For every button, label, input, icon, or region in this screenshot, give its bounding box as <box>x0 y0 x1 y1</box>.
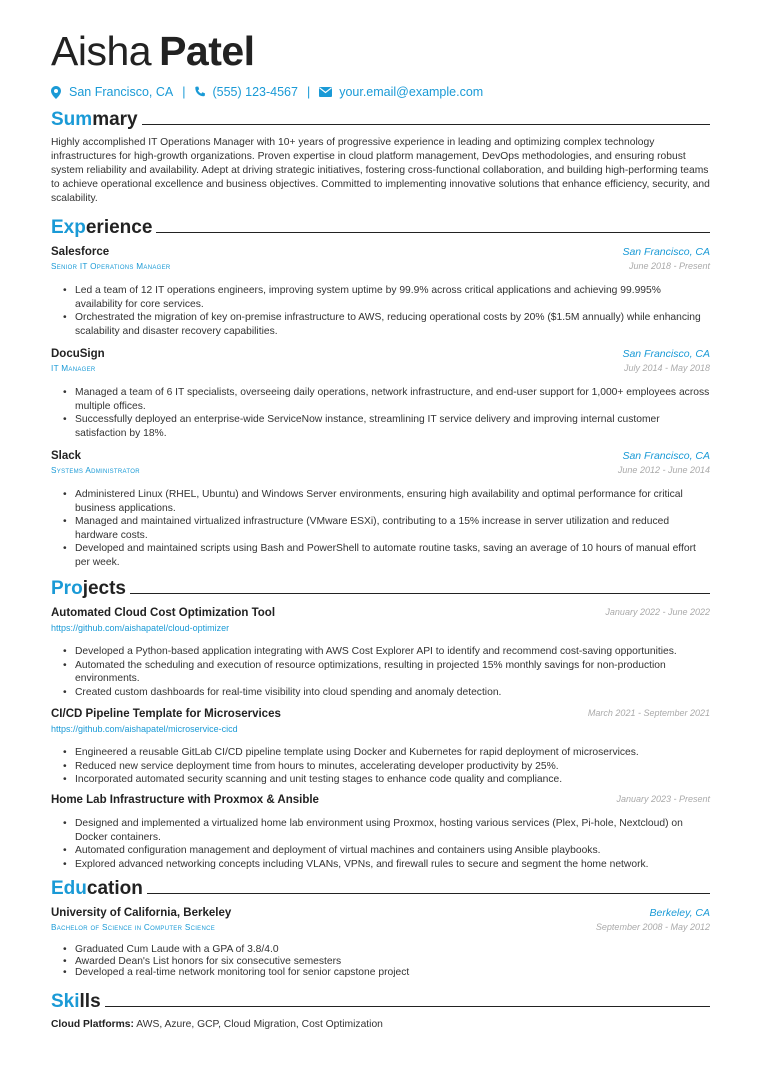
bullet-list <box>63 645 710 699</box>
job-location: San Francisco, CA <box>622 348 710 360</box>
section-title-rest: cation <box>86 878 143 899</box>
section-title-rest: lls <box>79 991 101 1012</box>
contact-line <box>51 85 483 99</box>
bullet-item: • Developed a real-time network monitoring tool for senior capstone project <box>63 967 710 979</box>
section-title-accent: Pro <box>51 578 83 599</box>
job-dates: July 2014 - May 2018 <box>623 363 710 373</box>
bullet-item: • Administered Linux (RHEL, Ubuntu) and Windows Server environments, ensuring high availability and optimal performance for critical business applications. <box>63 488 710 515</box>
section-title <box>51 990 105 1014</box>
last-name: Patel <box>159 28 255 74</box>
education-entry <box>51 907 710 978</box>
contact-separator: | <box>182 85 186 99</box>
section-title-accent: Sum <box>51 109 93 130</box>
school-name: University of California, Berkeley <box>51 907 232 919</box>
bullet-list <box>63 944 710 979</box>
section-rule <box>51 1006 710 1007</box>
section-title-rest: erience <box>85 217 153 238</box>
project-dates: January 2023 - Present <box>616 794 710 804</box>
bullet-list <box>63 284 710 338</box>
project-link[interactable]: https://github.com/aishapatel/microservice-cicd <box>51 724 238 734</box>
experience-entry <box>51 246 710 337</box>
email-link[interactable]: your.email@example.com <box>339 85 484 99</box>
bullet-item: • Successfully deployed an enterprise-wide ServiceNow instance, streamlining IT service delivery and improving internal customer satisfaction by 18%. <box>63 413 710 440</box>
bullet-item: • Automated configuration management and deployment of virtual machines and containers using Ansible playbooks. <box>63 844 710 858</box>
degree: Bachelor of Science in Computer Science <box>51 923 216 932</box>
bullet-item: • Led a team of 12 IT operations engineers, improving system uptime by 99.9% across critical applications and achieving 99.995% availability for core services. <box>63 284 710 311</box>
skills-label: Cloud Platforms: <box>51 1019 134 1030</box>
section-rule <box>51 124 710 125</box>
job-location: San Francisco, CA <box>622 450 710 462</box>
bullet-item: • Created custom dashboards for real-time visibility into cloud spending and anomaly detection. <box>63 686 710 700</box>
skills-value: AWS, Azure, GCP, Cloud Migration, Cost Optimization <box>136 1019 383 1030</box>
company-name: Slack <box>51 450 82 462</box>
project-entry <box>51 794 710 870</box>
project-link[interactable]: https://github.com/aishapatel/cloud-optimizer <box>51 623 230 633</box>
bullet-item: • Designed and implemented a virtualized home lab environment using Proxmox, hosting various services (Plex, Pi-hole, Nextcloud) on Docker containers. <box>63 817 710 844</box>
bullet-list <box>63 386 710 440</box>
job-dates: June 2012 - June 2014 <box>617 465 710 475</box>
section-rule <box>51 893 710 894</box>
section-title-accent: Edu <box>51 878 87 899</box>
candidate-name <box>51 28 255 74</box>
bullet-item: • Automated the scheduling and execution of resource optimizations, resulting in projected 15% monthly savings for non-production environments. <box>63 659 710 686</box>
project-dates: January 2022 - June 2022 <box>605 607 710 617</box>
envelope-icon <box>319 86 333 99</box>
bullet-item: • Managed and maintained virtualized infrastructure (VMware ESXi), contributing to a 15% increase in server utilization and reduced hardware costs. <box>63 515 710 542</box>
school-location: Berkeley, CA <box>649 907 710 919</box>
bullet-item: • Incorporated automated security scanning and unit testing stages to enhance code quality and compliance. <box>63 773 710 787</box>
job-location: San Francisco, CA <box>622 246 710 258</box>
section-title-accent: Ski <box>51 991 80 1012</box>
experience-entry <box>51 450 710 568</box>
summary-text: Highly accomplished IT Operations Manager with 10+ years of progressive experience in leading and optimizing complex technology infrastructures for high-growth organizations. Proven expertise in cloud platform management, DevOps methodologies, and ensuring robust system reliability and availability. Adept at driving strategic initiatives, fostering cross-functional collaboration, and building high-performing teams to achieve operational excellence and business objectives. Committed to implementing innovative solutions that enhance efficiency, security, and scalability. <box>51 137 710 204</box>
section-rule <box>51 593 710 594</box>
bullet-item: • Developed and maintained scripts using Bash and PowerShell to automate routine tasks, saving an average of 10 hours of manual effort per week. <box>63 542 710 569</box>
bullet-item: • Explored advanced networking concepts including VLANs, VPNs, and firewall rules to secure and segment the home network. <box>63 858 710 872</box>
bullet-item: • Managed a team of 6 IT specialists, overseeing daily operations, network infrastructure, and end-user support for 1,000+ employees across multiple offices. <box>63 386 710 413</box>
section-title <box>51 577 130 601</box>
bullet-list <box>63 488 710 569</box>
project-name: CI/CD Pipeline Template for Microservices <box>51 708 281 720</box>
company-name: DocuSign <box>51 348 105 360</box>
job-dates: June 2018 - Present <box>628 261 710 271</box>
bullet-item: • Engineered a reusable GitLab CI/CD pipeline template using Docker and Kubernetes for rapid deployment of microservices. <box>63 746 710 760</box>
job-title: IT Manager <box>51 364 96 373</box>
bullet-list <box>63 746 710 787</box>
education-dates: September 2008 - May 2012 <box>595 922 710 932</box>
bullet-item: • Reduced new service deployment time from hours to minutes, accelerating developer productivity by 25%. <box>63 760 710 774</box>
bullet-item: • Developed a Python-based application integrating with AWS Cost Explorer API to identify and recommend cost-saving opportunities. <box>63 645 710 659</box>
experience-section-heading <box>51 216 710 242</box>
project-dates: March 2021 - September 2021 <box>587 708 710 718</box>
contact-separator: | <box>306 85 311 99</box>
education-section-heading <box>51 877 710 903</box>
section-title-rest: mary <box>92 109 138 130</box>
project-name: Home Lab Infrastructure with Proxmox & Ansible <box>51 794 319 806</box>
company-name: Salesforce <box>51 246 110 258</box>
section-title-accent: Exp <box>51 217 86 238</box>
section-title <box>51 216 156 240</box>
projects-section-heading <box>51 577 710 603</box>
section-title <box>51 108 142 132</box>
bullet-item: • Awarded Dean's List honors for six consecutive semesters <box>63 956 710 968</box>
first-name: Aisha <box>51 28 152 74</box>
job-title: Systems Administrator <box>51 466 140 475</box>
project-entry <box>51 708 710 785</box>
section-title <box>51 877 147 901</box>
bullet-list <box>63 817 710 871</box>
project-entry <box>51 607 710 698</box>
skills-section-heading <box>51 990 710 1016</box>
experience-entry <box>51 348 710 439</box>
bullet-item: • Orchestrated the migration of key on-premise infrastructure to AWS, reducing operational costs by 20% ($1.5M annually) while enhancing scalability and disaster recovery capabilities. <box>63 311 710 338</box>
section-title-rest: jects <box>82 578 126 599</box>
location-text: San Francisco, CA <box>69 85 174 99</box>
project-name: Automated Cloud Cost Optimization Tool <box>51 607 276 619</box>
map-pin-icon <box>51 86 63 99</box>
summary-section-heading <box>51 108 710 134</box>
job-title: Senior IT Operations Manager <box>51 262 171 271</box>
phone-text: (555) 123-4567 <box>212 85 298 99</box>
phone-icon <box>194 86 206 99</box>
skills-line <box>51 1019 383 1030</box>
bullet-item: • Graduated Cum Laude with a GPA of 3.8/4.0 <box>63 944 710 956</box>
